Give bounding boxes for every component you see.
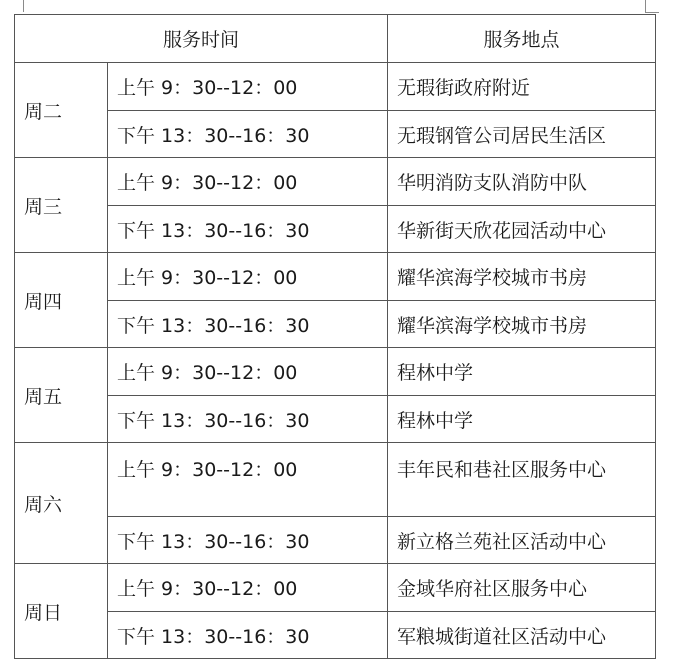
header-service-place: 服务地点 xyxy=(388,15,656,63)
table-row xyxy=(15,63,656,111)
place-cell: 金域华府社区服务中心 xyxy=(388,564,656,612)
table-row xyxy=(15,301,656,348)
day-cell: 周三 xyxy=(15,158,108,253)
day-cell: 周六 xyxy=(15,443,108,564)
table-row xyxy=(15,396,656,443)
time-cell: 下午 13：30--16：30 xyxy=(108,612,388,659)
table-row xyxy=(15,348,656,396)
page-corner-mark-right-horizontal xyxy=(645,12,659,13)
time-cell: 上午 9：30--12：00 xyxy=(108,564,388,612)
table-row xyxy=(15,206,656,253)
header-row xyxy=(15,15,656,63)
table-row xyxy=(15,111,656,158)
day-cell: 周日 xyxy=(15,564,108,659)
day-cell: 周五 xyxy=(15,348,108,443)
place-cell: 程林中学 xyxy=(388,396,656,443)
service-schedule-table xyxy=(14,14,656,659)
header-service-time: 服务时间 xyxy=(15,15,388,63)
place-cell: 程林中学 xyxy=(388,348,656,396)
place-cell: 新立格兰苑社区活动中心 xyxy=(388,517,656,564)
time-cell: 下午 13：30--16：30 xyxy=(108,111,388,158)
place-cell: 耀华滨海学校城市书房 xyxy=(388,253,656,301)
day-cell: 周二 xyxy=(15,63,108,158)
place-cell: 丰年民和巷社区服务中心 xyxy=(388,443,656,517)
table-row xyxy=(15,612,656,659)
table-row xyxy=(15,564,656,612)
place-cell: 无瑕钢管公司居民生活区 xyxy=(388,111,656,158)
table-row xyxy=(15,158,656,206)
time-cell: 下午 13：30--16：30 xyxy=(108,301,388,348)
page-corner-mark-right xyxy=(645,0,646,12)
time-cell: 下午 13：30--16：30 xyxy=(108,517,388,564)
time-cell: 上午 9：30--12：00 xyxy=(108,158,388,206)
time-cell: 下午 13：30--16：30 xyxy=(108,396,388,443)
table-row xyxy=(15,443,656,517)
table-row xyxy=(15,517,656,564)
time-cell: 上午 9：30--12：00 xyxy=(108,443,388,517)
time-cell: 上午 9：30--12：00 xyxy=(108,63,388,111)
day-cell: 周四 xyxy=(15,253,108,348)
time-cell: 上午 9：30--12：00 xyxy=(108,253,388,301)
place-cell: 无瑕街政府附近 xyxy=(388,63,656,111)
time-cell: 下午 13：30--16：30 xyxy=(108,206,388,253)
place-cell: 军粮城街道社区活动中心 xyxy=(388,612,656,659)
place-cell: 华明消防支队消防中队 xyxy=(388,158,656,206)
table-row xyxy=(15,253,656,301)
place-cell: 耀华滨海学校城市书房 xyxy=(388,301,656,348)
place-cell: 华新街天欣花园活动中心 xyxy=(388,206,656,253)
time-cell: 上午 9：30--12：00 xyxy=(108,348,388,396)
page-corner-mark-left xyxy=(23,0,24,12)
